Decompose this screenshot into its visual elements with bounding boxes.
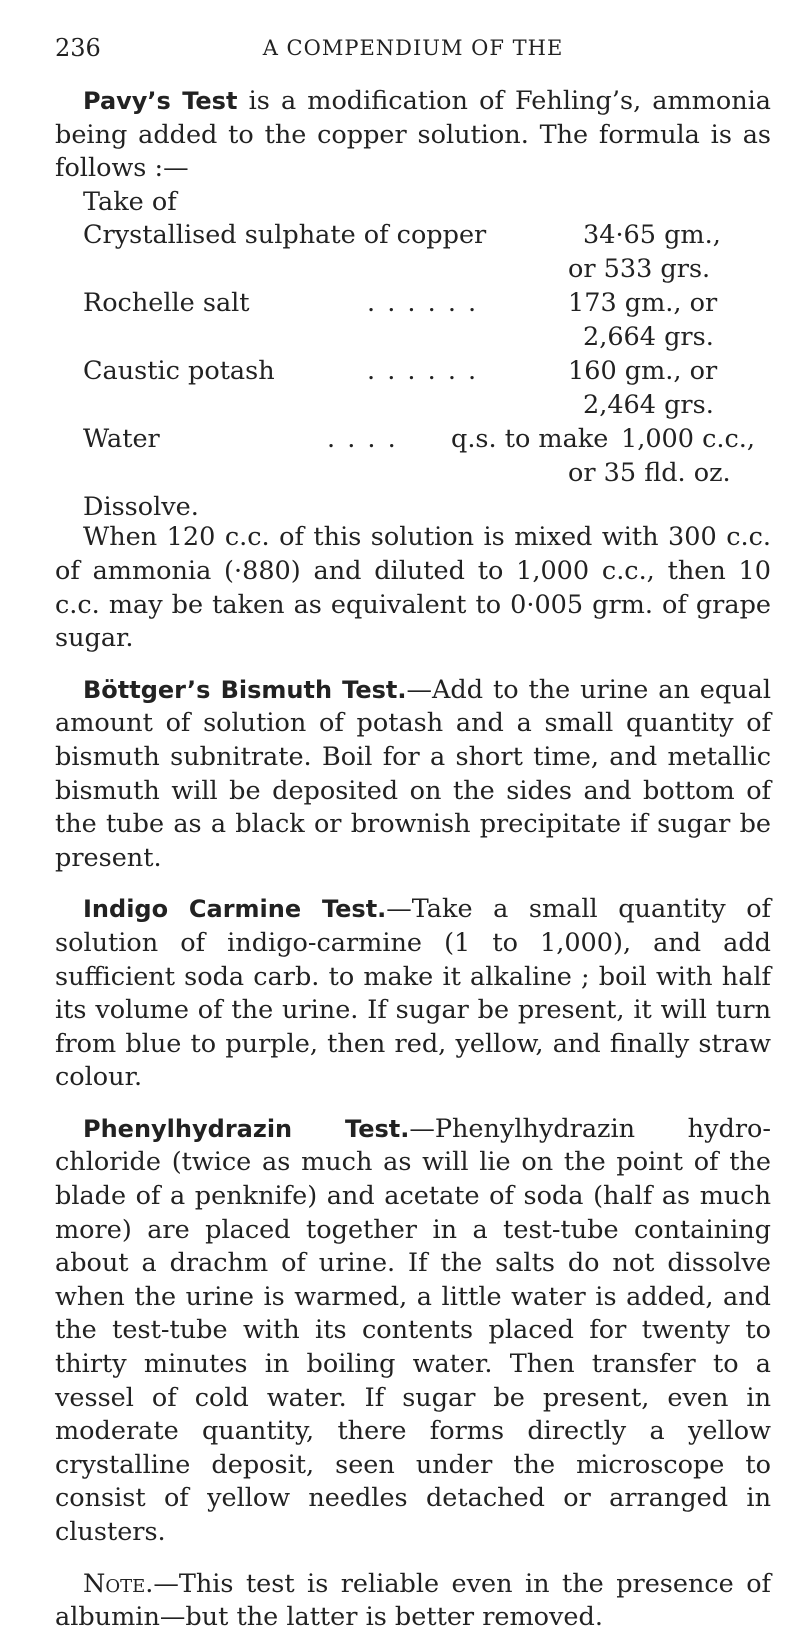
leader-dots-potash: . . . . . . <box>367 356 479 387</box>
ingredient-rochelle: Rochelle salt <box>83 288 250 319</box>
pavy-intro <box>55 85 771 186</box>
amount-copper: 34·65 gm., <box>583 220 721 251</box>
note-text: —This test is reliable even in the presence of albumin—but the latter is better removed. <box>55 1568 771 1633</box>
take-of: Take of <box>83 186 177 217</box>
phenyl-heading: Phenylhydrazin Test. <box>83 1114 410 1143</box>
bottger-text: —Add to the urine an equal amount of solution of potash and a small quantity of bismuth subnitrate. Boil for a short time, and metallic bismuth will be deposited on the sides and bottom of the tube as a black or brownish precipitate if sugar be present. <box>55 674 771 873</box>
page-header <box>55 30 771 66</box>
running-head: A COMPENDIUM OF THE <box>262 36 564 60</box>
indigo-heading: Indigo Carmine Test. <box>83 895 387 924</box>
indigo-paragraph <box>55 893 771 1095</box>
amount-rochelle: 173 gm., or <box>568 288 718 319</box>
page-body <box>55 85 771 1635</box>
pavy-heading: Pavy’s Test <box>83 87 238 115</box>
ingredient-copper: Crystallised sulphate of copper <box>83 220 487 251</box>
dissolve: Dissolve. <box>83 492 199 523</box>
note-paragraph <box>55 1568 771 1635</box>
qs-water: q.s. to make <box>451 424 609 455</box>
amount-water: 1,000 c.c., <box>621 424 755 455</box>
phenyl-text: —Phenylhydrazin hydro-chloride (twice as much as will lie on the point of the blade of a penknife) and acetate of soda (half as much more) are placed together in a test-tube containing about a drachm of urine. If the salts do not dissolve when the urine is warmed, a little water is added, and the test-tube with its contents placed for twenty to thirty minutes in boiling water. Then transfer to a vessel of cold water. If sugar be present, even in moderate quantity, there forms directly a yellow crystalline deposit, seen under the microscope to consist of yellow needles detached or arranged in clusters. <box>55 1113 771 1547</box>
pavy-directions: When 120 c.c. of this solution is mixed with 300 c.c. of ammonia (·880) and diluted to 1,000 c.c., then 10 c.c. may be taken as equivalent to 0·005 grm. of grape sugar. <box>55 522 771 654</box>
indigo-text: —Take a small quantity of solution of indigo-carmine (1 to 1,000), and add sufficient soda carb. to make it alkaline ; boil with half its volume of the urine. If sugar be present, it will turn from blue to purple, then red, yellow, and finally straw colour. <box>55 894 771 1093</box>
note-label: Note. <box>83 1568 154 1599</box>
amount-alt-copper: or 533 grs. <box>568 254 711 285</box>
amount-potash: 160 gm., or <box>568 356 718 387</box>
phenyl-paragraph <box>55 1113 771 1550</box>
amount-alt-rochelle: 2,664 grs. <box>583 322 714 353</box>
page-number: 236 <box>55 34 101 62</box>
recipe-table <box>55 219 771 555</box>
amount-alt-potash: 2,464 grs. <box>583 390 714 421</box>
bottger-heading: Böttger’s Bismuth Test. <box>83 675 407 704</box>
pavy-intro-text: is a modification of Fehling’s, ammonia being added to the copper solution. The formula is as follows :— <box>55 86 772 184</box>
leader-dots-rochelle: . . . . . . <box>367 288 479 319</box>
ingredient-potash: Caustic potash <box>83 356 275 387</box>
ingredient-water: Water <box>83 424 160 455</box>
amount-alt-water: or 35 fld. oz. <box>568 458 731 489</box>
leader-dots-water: . . . . <box>327 424 398 455</box>
bottger-paragraph <box>55 674 771 876</box>
